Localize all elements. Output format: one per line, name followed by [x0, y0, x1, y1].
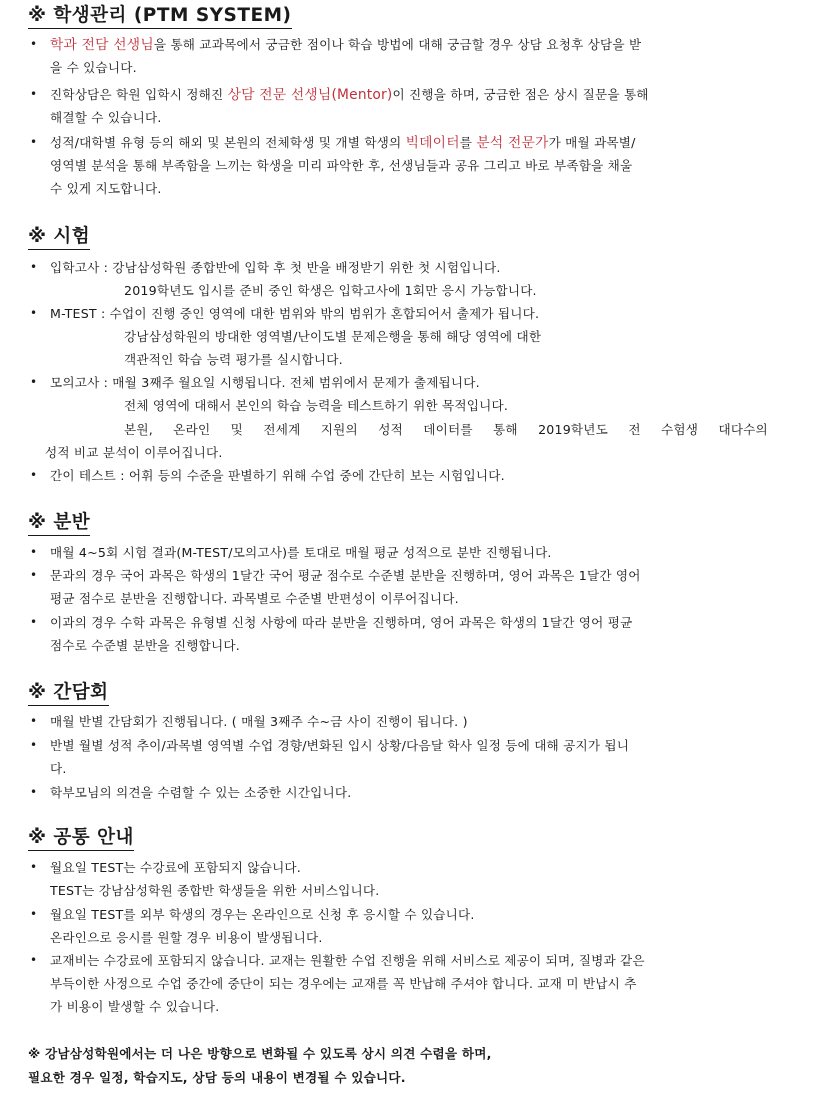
meeting-line-1: 매월 반별 간담회가 진행됩니다. ( 매월 3째주 수~금 사이 진행이 됩니다. ) [50, 714, 468, 729]
exam-line-7: 전체 영역에 대해서 본인의 학습 능력을 테스트하기 위한 목적입니다. [124, 398, 509, 413]
ptm-bullet-2-line-1 [50, 83, 649, 107]
notice-line-7: 가 비용이 발생할 수 있습니다. [50, 999, 220, 1014]
word: 지원의 [320, 422, 358, 437]
word: 본원, [124, 422, 153, 437]
exam-line-6: 모의고사 : 매월 3째주 월요일 시행됩니다. 전체 범위에서 문제가 출제됩니다. [50, 375, 480, 390]
bullet-icon: • [30, 135, 38, 149]
ptm-text: 성적/대학별 유형 등의 해외 및 본원의 전체학생 및 개별 학생의 [50, 135, 406, 150]
exam-line-10: 간이 테스트 : 어휘 등의 수준을 판별하기 위해 수업 중에 간단히 보는 시험입니다. [50, 468, 505, 483]
bullet-icon: • [30, 37, 38, 51]
ptm-bullet-2-line-2: 해결할 수 있습니다. [50, 110, 162, 125]
ptm-bullet-3-line-3: 수 있게 지도합니다. [50, 181, 162, 196]
bullet-icon: • [30, 860, 38, 874]
ptm-bullet-1-line-2: 을 수 있습니다. [50, 60, 137, 75]
class-line-2: 문과의 경우 국어 과목은 학생의 1달간 국어 평균 점수로 수준별 분반을 진행하며, 영어 과목은 1달간 영어 [50, 568, 641, 583]
bullet-icon: • [30, 468, 38, 482]
word: 데이터를 [423, 422, 473, 437]
ptm-bullet-1-line-1 [50, 33, 641, 57]
ptm-highlight-bigdata: 빅데이터 [405, 135, 460, 151]
bullet-icon: • [30, 568, 38, 582]
exam-line-2: 2019학년도 입시를 준비 중인 학생은 입학고사에 1회만 응시 가능합니다. [124, 283, 537, 298]
section-title-meeting: ※ 간담회 [28, 682, 109, 706]
footer-line-2: 필요한 경우 일정, 학습지도, 상담 등의 내용이 변경될 수 있습니다. [28, 1070, 406, 1085]
ptm-highlight-mentor: 상담 전문 선생님(Mentor) [227, 87, 393, 103]
footer-line-1: ※ 강남삼성학원에서는 더 나은 방향으로 변화될 수 있도록 상시 의견 수렴을 하며, [28, 1046, 492, 1061]
exam-line-3: M-TEST : 수업이 진행 중인 영역에 대한 범위와 밖의 범위가 혼합되어서 출제가 됩니다. [50, 306, 540, 321]
word: 전 [628, 422, 641, 437]
ptm-bullet-3-line-2: 영역별 분석을 통해 부족함을 느끼는 학생을 미리 파악한 후, 선생님들과 공유 그리고 바로 부족함을 채울 [50, 158, 633, 173]
bullet-icon: • [30, 738, 38, 752]
ptm-text: 진학상담은 학원 입학시 정해진 [50, 87, 228, 102]
bullet-icon: • [30, 87, 38, 101]
bullet-icon: • [30, 615, 38, 629]
bullet-icon: • [30, 907, 38, 921]
word: 대다수의 [718, 422, 768, 437]
class-line-4: 이과의 경우 수학 과목은 유형별 신청 사항에 따라 분반을 진행하며, 영어 과목은 학생의 1달간 영어 평균 [50, 615, 633, 630]
exam-line-1: 입학고사 : 강남삼성학원 종합반에 입학 후 첫 반을 배정받기 위한 첫 시험입니다. [50, 260, 501, 275]
class-line-3: 평균 점수로 분반을 진행합니다. 과목별로 수준별 반편성이 이루어집니다. [50, 591, 459, 606]
meeting-line-2: 반별 월별 성적 추이/과목별 영역별 수업 경향/변화된 입시 상황/다음달 학사 일정 등에 대해 공지가 됩니 [50, 738, 630, 753]
ptm-text: 이 진행을 하며, 궁금한 점은 상시 질문을 통해 [392, 87, 649, 102]
section-title-ptm: ※ 학생관리 (PTM SYSTEM) [28, 5, 292, 29]
notice-line-1: 월요일 TEST는 수강료에 포함되지 않습니다. [50, 860, 302, 875]
ptm-text: 를 [459, 135, 477, 150]
bullet-icon: • [30, 375, 38, 389]
section-title-notice: ※ 공통 안내 [28, 827, 134, 851]
notice-line-4: 온라인으로 응시를 원할 경우 비용이 발생됩니다. [50, 930, 323, 945]
word: 통해 [493, 422, 518, 437]
ptm-text: 가 매월 과목별/ [548, 135, 636, 150]
notice-line-3: 월요일 TEST를 외부 학생의 경우는 온라인으로 신청 후 응시할 수 있습니다. [50, 907, 475, 922]
exam-line-9: 성적 비교 분석이 이루어집니다. [45, 445, 223, 460]
ptm-text: 을 통해 교과목에서 궁금한 점이나 학습 방법에 대해 궁금할 경우 상담 요청후 상담을 받 [153, 37, 642, 52]
word: 수험생 [661, 422, 699, 437]
exam-line-5: 객관적인 학습 능력 평가를 실시합니다. [124, 352, 343, 367]
bullet-icon: • [30, 545, 38, 559]
bullet-icon: • [30, 260, 38, 274]
ptm-highlight-teacher: 학과 전담 선생님 [50, 37, 154, 53]
word: 온라인 [173, 422, 211, 437]
word: 성적 [378, 422, 403, 437]
word: 및 [230, 422, 244, 437]
ptm-bullet-3-line-1 [50, 131, 636, 155]
ptm-highlight-analyst: 분석 전문가 [476, 135, 549, 151]
meeting-line-4: 학부모님의 의견을 수렴할 수 있는 소중한 시간입니다. [50, 785, 352, 800]
bullet-icon: • [30, 953, 38, 967]
bullet-icon: • [30, 306, 38, 320]
word: 전세계 [263, 422, 301, 437]
exam-line-8 [124, 418, 768, 441]
word: 2019학년도 [538, 422, 609, 437]
notice-line-2: TEST는 강남삼성학원 종합반 학생들을 위한 서비스입니다. [50, 883, 380, 898]
meeting-line-3: 다. [50, 761, 67, 776]
bullet-icon: • [30, 714, 38, 728]
section-title-class: ※ 분반 [28, 512, 90, 536]
exam-line-4: 강남삼성학원의 방대한 영역별/난이도별 문제은행을 통해 해당 영역에 대한 [124, 329, 542, 344]
class-line-1: 매월 4~5회 시험 결과(M-TEST/모의고사)를 토대로 매월 평균 성적으로 분반 진행됩니다. [50, 545, 552, 560]
notice-line-6: 부득이한 사정으로 수업 중간에 중단이 되는 경우에는 교재를 꼭 반납해 주셔야 합니다. 교재 미 반납시 추 [50, 976, 637, 991]
class-line-5: 점수로 수준별 분반을 진행합니다. [50, 638, 240, 653]
notice-line-5: 교재비는 수강료에 포함되지 않습니다. 교재는 원활한 수업 진행을 위해 서비스로 제공이 되며, 질병과 같은 [50, 953, 645, 968]
bullet-icon: • [30, 785, 38, 799]
section-title-exam: ※ 시험 [28, 226, 90, 250]
